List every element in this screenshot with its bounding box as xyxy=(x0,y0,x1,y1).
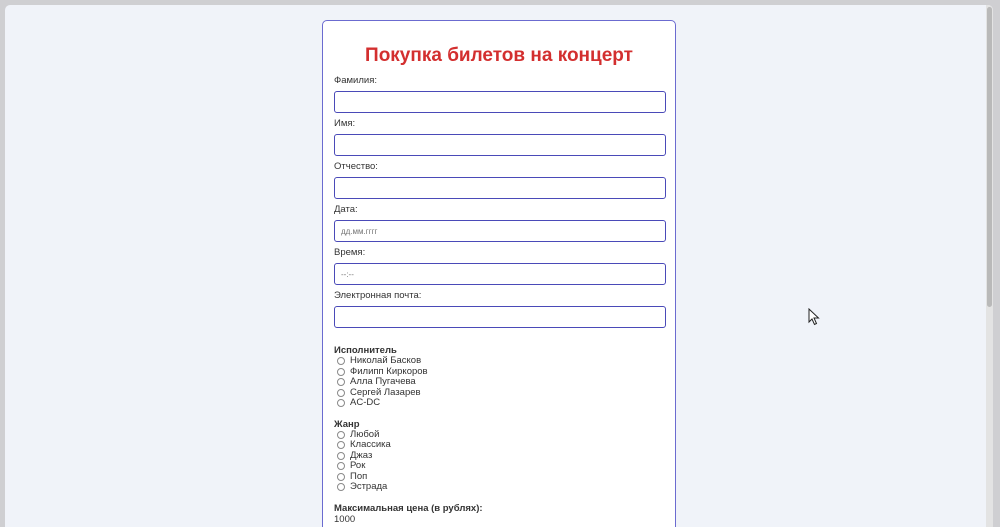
genre-option-label: Рок xyxy=(350,460,366,471)
first-name-label: Имя: xyxy=(334,118,356,129)
date-field xyxy=(334,204,664,242)
performer-option[interactable] xyxy=(337,377,664,388)
radio-button-icon[interactable] xyxy=(337,483,345,491)
performer-option-label: Алла Пугачева xyxy=(350,376,416,387)
genre-option[interactable] xyxy=(337,451,664,462)
genre-option-label: Джаз xyxy=(350,449,373,461)
price-value: 1000 xyxy=(334,513,356,525)
patronymic-label: Отчество: xyxy=(334,161,378,172)
performer-option-label: Сергей Лазарев xyxy=(350,386,421,398)
time-input[interactable] xyxy=(334,263,666,285)
price-label: Максимальная цена (в рублях): xyxy=(334,502,483,514)
genre-group xyxy=(334,419,664,493)
email-input[interactable] xyxy=(334,306,666,328)
page-viewport xyxy=(5,5,993,527)
email-field xyxy=(334,290,664,328)
genre-option-label: Поп xyxy=(350,470,368,482)
genre-option[interactable] xyxy=(337,440,664,451)
performer-option-label: Филипп Киркоров xyxy=(350,365,428,377)
performer-option[interactable] xyxy=(337,388,664,399)
first-name-field xyxy=(334,118,664,156)
last-name-input[interactable] xyxy=(334,91,666,113)
form-title: Покупка билетов на концерт xyxy=(365,45,633,66)
radio-button-icon[interactable] xyxy=(337,462,345,470)
last-name-label: Фамилия: xyxy=(334,75,377,86)
performer-option[interactable] xyxy=(337,398,664,409)
radio-button-icon[interactable] xyxy=(337,473,345,481)
time-field xyxy=(334,247,664,285)
time-label: Время: xyxy=(334,247,366,258)
first-name-input[interactable] xyxy=(334,134,666,156)
genre-option[interactable] xyxy=(337,461,664,472)
price-group xyxy=(334,503,664,525)
genre-option[interactable] xyxy=(337,482,664,493)
patronymic-input[interactable] xyxy=(334,177,666,199)
performer-group-title: Исполнитель xyxy=(334,345,397,356)
performer-option-label: AC-DC xyxy=(350,397,381,408)
radio-button-icon[interactable] xyxy=(337,452,345,460)
radio-button-icon[interactable] xyxy=(337,389,345,397)
scrollbar-thumb[interactable] xyxy=(987,7,992,307)
performer-group xyxy=(334,345,664,409)
radio-button-icon[interactable] xyxy=(337,368,345,376)
genre-option-label: Классика xyxy=(350,439,391,450)
last-name-field xyxy=(334,75,664,113)
vertical-scrollbar[interactable] xyxy=(986,5,993,527)
ticket-form-card xyxy=(322,20,676,527)
radio-button-icon[interactable] xyxy=(337,431,345,439)
radio-button-icon[interactable] xyxy=(337,441,345,449)
email-label: Электронная почта: xyxy=(334,290,422,301)
genre-option-label: Любой xyxy=(350,428,380,440)
mouse-pointer-icon xyxy=(808,308,820,326)
patronymic-field xyxy=(334,161,664,199)
date-input[interactable] xyxy=(334,220,666,242)
radio-button-icon[interactable] xyxy=(337,357,345,365)
performer-option[interactable] xyxy=(337,356,664,367)
genre-group-title: Жанр xyxy=(334,418,360,430)
genre-option-label: Эстрада xyxy=(350,481,388,492)
radio-button-icon[interactable] xyxy=(337,399,345,407)
radio-button-icon[interactable] xyxy=(337,378,345,386)
performer-option-label: Николай Басков xyxy=(350,355,422,366)
date-label: Дата: xyxy=(334,204,358,215)
